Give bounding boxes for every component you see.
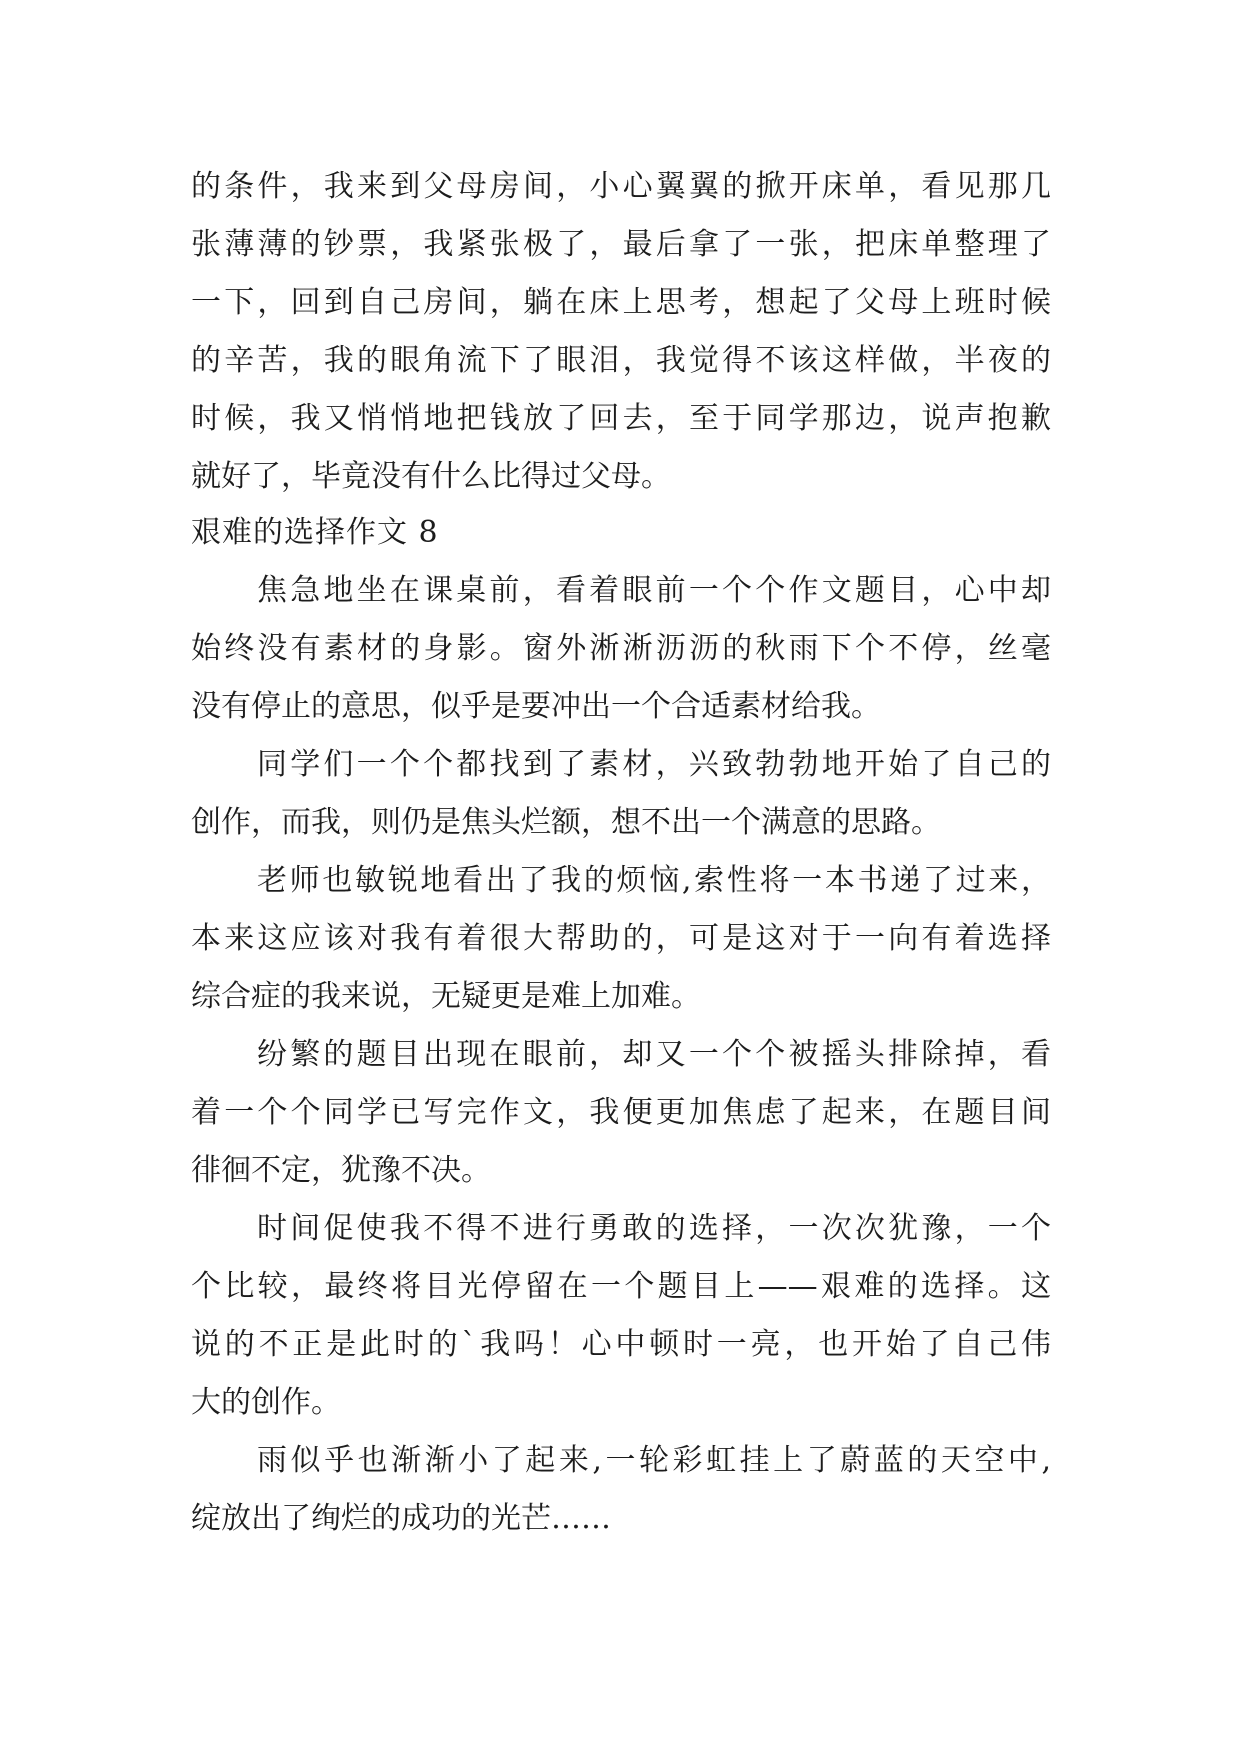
intro-line-3: 一下，回到自己房间，躺在床上思考，想起了父母上班时候: [191, 285, 1051, 320]
paragraph-3-line-3: 综合症的我来说，无疑更是难上加难。: [191, 979, 701, 1014]
paragraph-5-line-3: 说的不正是此时的`我吗！心中顿时一亮，也开始了自己伟: [191, 1327, 1051, 1362]
paragraph-5-line-1: 时间促使我不得不进行勇敢的选择，一次次犹豫，一个: [257, 1211, 1051, 1246]
paragraph-5-line-2: 个比较，最终将目光停留在一个题目上——艰难的选择。这: [191, 1269, 1051, 1304]
paragraph-6-line-2: 绽放出了绚烂的成功的光芒……: [191, 1501, 611, 1536]
paragraph-3-line-1: 老师也敏锐地看出了我的烦恼,索性将一本书递了过来，: [257, 863, 1051, 898]
paragraph-6-line-1: 雨似乎也渐渐小了起来,一轮彩虹挂上了蔚蓝的天空中,: [257, 1443, 1051, 1478]
paragraph-5-line-4: 大的创作。: [191, 1385, 341, 1420]
intro-line-1: 的条件，我来到父母房间，小心翼翼的掀开床单，看见那几: [191, 169, 1051, 204]
paragraph-2-line-2: 创作，而我，则仍是焦头烂额，想不出一个满意的思路。: [191, 805, 941, 840]
intro-line-4: 的辛苦，我的眼角流下了眼泪，我觉得不该这样做，半夜的: [191, 343, 1051, 378]
intro-line-6: 就好了，毕竟没有什么比得过父母。: [191, 459, 671, 494]
paragraph-3-line-2: 本来这应该对我有着很大帮助的，可是这对于一向有着选择: [191, 921, 1051, 956]
paragraph-1-line-3: 没有停止的意思，似乎是要冲出一个合适素材给我。: [191, 689, 881, 724]
paragraph-2-line-1: 同学们一个个都找到了素材，兴致勃勃地开始了自己的: [257, 747, 1051, 782]
paragraph-4-line-1: 纷繁的题目出现在眼前，却又一个个被摇头排除掉，看: [257, 1037, 1051, 1072]
paragraph-1-line-1: 焦急地坐在课桌前，看着眼前一个个作文题目，心中却: [257, 573, 1051, 608]
paragraph-4-line-3: 徘徊不定，犹豫不决。: [191, 1153, 491, 1188]
section-title: 艰难的选择作文 8: [191, 515, 439, 550]
paragraph-1-line-2: 始终没有素材的身影。窗外淅淅沥沥的秋雨下个不停，丝毫: [191, 631, 1051, 666]
paragraph-4-line-2: 着一个个同学已写完作文，我便更加焦虑了起来，在题目间: [191, 1095, 1051, 1130]
intro-line-2: 张薄薄的钞票，我紧张极了，最后拿了一张，把床单整理了: [191, 227, 1051, 262]
intro-line-5: 时候，我又悄悄地把钱放了回去，至于同学那边，说声抱歉: [191, 401, 1051, 436]
